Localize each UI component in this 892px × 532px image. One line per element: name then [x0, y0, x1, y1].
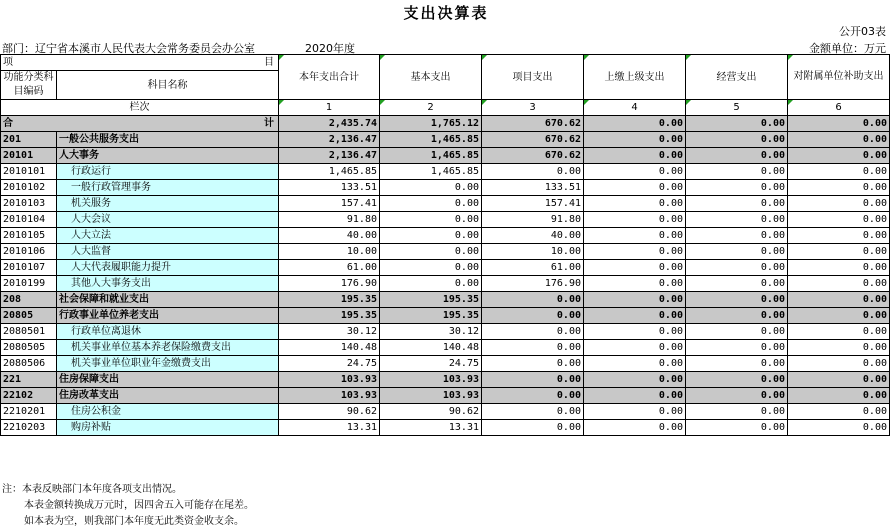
table-row — [1, 340, 890, 356]
expenditure-table — [0, 54, 890, 436]
note-line-3: 如本表为空，则我部门本年度无此类资金收支余。 — [24, 516, 244, 527]
column-number-row — [1, 100, 890, 116]
row-value-4: 0.00 — [584, 372, 686, 388]
row-value-5: 0.00 — [686, 324, 788, 340]
row-name: 人大事务 — [57, 148, 279, 164]
row-value-1: 90.62 — [279, 404, 380, 420]
row-value-6: 0.00 — [788, 372, 890, 388]
row-value-2: 0.00 — [380, 196, 482, 212]
row-value-3: 133.51 — [482, 180, 584, 196]
row-name: 一般公共服务支出 — [57, 132, 279, 148]
form-number: 公开03表 — [839, 25, 886, 38]
total-value-1: 2,435.74 — [279, 116, 380, 132]
row-value-3: 0.00 — [482, 420, 584, 436]
row-code: 2080505 — [1, 340, 57, 356]
row-value-6: 0.00 — [788, 388, 890, 404]
row-value-4: 0.00 — [584, 212, 686, 228]
row-value-6: 0.00 — [788, 404, 890, 420]
row-value-6: 0.00 — [788, 212, 890, 228]
row-code: 2010104 — [1, 212, 57, 228]
row-value-2: 0.00 — [380, 276, 482, 292]
row-code: 2010107 — [1, 260, 57, 276]
table-row — [1, 148, 890, 164]
col-header-2: 基本支出 — [380, 55, 482, 100]
row-value-2: 13.31 — [380, 420, 482, 436]
row-value-5: 0.00 — [686, 276, 788, 292]
row-value-5: 0.00 — [686, 388, 788, 404]
row-name: 人大代表履职能力提升 — [57, 260, 279, 276]
row-value-4: 0.00 — [584, 388, 686, 404]
notes — [2, 482, 254, 530]
row-code: 2010106 — [1, 244, 57, 260]
page-title: 支出决算表 — [403, 4, 489, 22]
row-value-2: 90.62 — [380, 404, 482, 420]
table-row — [1, 180, 890, 196]
row-value-4: 0.00 — [584, 148, 686, 164]
row-value-4: 0.00 — [584, 324, 686, 340]
table-row — [1, 132, 890, 148]
row-code: 2010101 — [1, 164, 57, 180]
total-value-4: 0.00 — [584, 116, 686, 132]
row-value-4: 0.00 — [584, 260, 686, 276]
row-value-5: 0.00 — [686, 260, 788, 276]
header-item-row — [1, 55, 890, 71]
row-value-2: 0.00 — [380, 180, 482, 196]
item-header-right: 目 — [264, 57, 274, 68]
row-name: 机关服务 — [57, 196, 279, 212]
row-name: 人大监督 — [57, 244, 279, 260]
note-line-1: 注：本表反映部门本年度各项支出情况。 — [2, 484, 182, 495]
row-value-1: 103.93 — [279, 372, 380, 388]
row-value-4: 0.00 — [584, 180, 686, 196]
row-name: 购房补贴 — [57, 420, 279, 436]
column-number-6: 6 — [788, 100, 890, 116]
total-label-left: 合 — [3, 118, 13, 129]
row-value-2: 24.75 — [380, 356, 482, 372]
total-label-cell — [1, 116, 279, 132]
row-name: 行政事业单位养老支出 — [57, 308, 279, 324]
row-value-5: 0.00 — [686, 372, 788, 388]
row-value-1: 13.31 — [279, 420, 380, 436]
row-value-1: 61.00 — [279, 260, 380, 276]
row-value-3: 157.41 — [482, 196, 584, 212]
note-line-2: 本表金额转换成万元时，因四舍五入可能存在尾差。 — [24, 500, 254, 511]
row-value-3: 176.90 — [482, 276, 584, 292]
row-value-6: 0.00 — [788, 164, 890, 180]
row-code: 208 — [1, 292, 57, 308]
row-value-3: 0.00 — [482, 164, 584, 180]
row-value-4: 0.00 — [584, 196, 686, 212]
row-value-6: 0.00 — [788, 148, 890, 164]
col-header-6: 对附属单位补助支出 — [788, 55, 890, 100]
row-code: 221 — [1, 372, 57, 388]
row-value-2: 103.93 — [380, 372, 482, 388]
row-value-3: 61.00 — [482, 260, 584, 276]
row-code: 2210203 — [1, 420, 57, 436]
table-row — [1, 420, 890, 436]
table-row — [1, 308, 890, 324]
row-value-5: 0.00 — [686, 212, 788, 228]
row-value-4: 0.00 — [584, 276, 686, 292]
row-value-1: 91.80 — [279, 212, 380, 228]
row-name: 住房公积金 — [57, 404, 279, 420]
table-row — [1, 164, 890, 180]
total-value-2: 1,765.12 — [380, 116, 482, 132]
row-value-5: 0.00 — [686, 148, 788, 164]
row-value-6: 0.00 — [788, 132, 890, 148]
row-code: 201 — [1, 132, 57, 148]
total-value-3: 670.62 — [482, 116, 584, 132]
row-value-2: 0.00 — [380, 244, 482, 260]
row-value-3: 0.00 — [482, 404, 584, 420]
row-value-2: 140.48 — [380, 340, 482, 356]
row-value-1: 24.75 — [279, 356, 380, 372]
row-name: 社会保障和就业支出 — [57, 292, 279, 308]
total-value-5: 0.00 — [686, 116, 788, 132]
row-value-3: 0.00 — [482, 308, 584, 324]
column-number-label: 栏次 — [1, 100, 279, 116]
row-value-2: 0.00 — [380, 260, 482, 276]
row-value-5: 0.00 — [686, 244, 788, 260]
row-value-2: 1,465.85 — [380, 164, 482, 180]
row-value-2: 0.00 — [380, 228, 482, 244]
total-value-6: 0.00 — [788, 116, 890, 132]
row-value-2: 1,465.85 — [380, 132, 482, 148]
row-name: 住房改革支出 — [57, 388, 279, 404]
total-label-right: 计 — [264, 118, 274, 129]
row-value-5: 0.00 — [686, 180, 788, 196]
row-value-3: 0.00 — [482, 356, 584, 372]
code-column-header: 功能分类科目编码 — [1, 71, 57, 100]
row-code: 2080506 — [1, 356, 57, 372]
row-value-5: 0.00 — [686, 420, 788, 436]
col-header-4: 上缴上级支出 — [584, 55, 686, 100]
row-value-6: 0.00 — [788, 356, 890, 372]
row-value-6: 0.00 — [788, 180, 890, 196]
row-value-1: 133.51 — [279, 180, 380, 196]
table-row — [1, 276, 890, 292]
row-value-4: 0.00 — [584, 292, 686, 308]
table-row — [1, 372, 890, 388]
column-number-2: 2 — [380, 100, 482, 116]
row-value-4: 0.00 — [584, 308, 686, 324]
table-row — [1, 212, 890, 228]
row-value-1: 40.00 — [279, 228, 380, 244]
row-value-2: 103.93 — [380, 388, 482, 404]
row-value-6: 0.00 — [788, 340, 890, 356]
department-label: 部门：辽宁省本溪市人民代表大会常务委员会办公室 — [2, 42, 255, 55]
table-row — [1, 388, 890, 404]
row-value-3: 40.00 — [482, 228, 584, 244]
row-value-3: 10.00 — [482, 244, 584, 260]
row-value-5: 0.00 — [686, 356, 788, 372]
row-value-3: 0.00 — [482, 372, 584, 388]
row-value-4: 0.00 — [584, 340, 686, 356]
row-value-1: 195.35 — [279, 292, 380, 308]
row-value-3: 670.62 — [482, 148, 584, 164]
row-value-2: 195.35 — [380, 292, 482, 308]
row-name: 人大立法 — [57, 228, 279, 244]
row-name: 行政运行 — [57, 164, 279, 180]
table-row — [1, 324, 890, 340]
row-value-5: 0.00 — [686, 228, 788, 244]
row-value-4: 0.00 — [584, 164, 686, 180]
row-value-5: 0.00 — [686, 292, 788, 308]
row-value-6: 0.00 — [788, 196, 890, 212]
name-column-header: 科目名称 — [57, 71, 279, 100]
row-code: 22102 — [1, 388, 57, 404]
item-header-cell — [1, 55, 279, 71]
row-code: 2010199 — [1, 276, 57, 292]
col-header-3: 项目支出 — [482, 55, 584, 100]
table-row — [1, 260, 890, 276]
row-value-2: 0.00 — [380, 212, 482, 228]
row-name: 人大会议 — [57, 212, 279, 228]
row-value-6: 0.00 — [788, 228, 890, 244]
row-value-1: 103.93 — [279, 388, 380, 404]
row-code: 2210201 — [1, 404, 57, 420]
row-value-5: 0.00 — [686, 164, 788, 180]
row-value-1: 1,465.85 — [279, 164, 380, 180]
row-value-1: 157.41 — [279, 196, 380, 212]
row-value-5: 0.00 — [686, 340, 788, 356]
row-value-3: 91.80 — [482, 212, 584, 228]
row-value-5: 0.00 — [686, 132, 788, 148]
table-row — [1, 292, 890, 308]
item-header-left: 项 — [3, 57, 13, 68]
column-number-1: 1 — [279, 100, 380, 116]
row-value-1: 30.12 — [279, 324, 380, 340]
row-value-6: 0.00 — [788, 308, 890, 324]
column-number-3: 3 — [482, 100, 584, 116]
row-value-6: 0.00 — [788, 244, 890, 260]
column-number-5: 5 — [686, 100, 788, 116]
row-code: 20101 — [1, 148, 57, 164]
table-row — [1, 228, 890, 244]
row-value-1: 10.00 — [279, 244, 380, 260]
row-value-3: 0.00 — [482, 388, 584, 404]
row-name: 行政单位离退休 — [57, 324, 279, 340]
row-code: 2010105 — [1, 228, 57, 244]
row-name: 机关事业单位职业年金缴费支出 — [57, 356, 279, 372]
row-value-1: 2,136.47 — [279, 148, 380, 164]
row-value-6: 0.00 — [788, 420, 890, 436]
row-value-2: 1,465.85 — [380, 148, 482, 164]
table-row — [1, 356, 890, 372]
row-value-6: 0.00 — [788, 324, 890, 340]
table-row — [1, 244, 890, 260]
row-value-3: 0.00 — [482, 340, 584, 356]
row-value-4: 0.00 — [584, 228, 686, 244]
row-code: 2010102 — [1, 180, 57, 196]
row-value-1: 140.48 — [279, 340, 380, 356]
row-value-4: 0.00 — [584, 420, 686, 436]
row-value-4: 0.00 — [584, 356, 686, 372]
row-value-6: 0.00 — [788, 260, 890, 276]
row-name: 其他人大事务支出 — [57, 276, 279, 292]
row-value-4: 0.00 — [584, 404, 686, 420]
row-value-1: 176.90 — [279, 276, 380, 292]
row-value-5: 0.00 — [686, 404, 788, 420]
row-value-2: 195.35 — [380, 308, 482, 324]
meta-row — [0, 40, 892, 54]
row-value-3: 0.00 — [482, 292, 584, 308]
row-value-6: 0.00 — [788, 292, 890, 308]
col-header-1: 本年支出合计 — [279, 55, 380, 100]
row-code: 2010103 — [1, 196, 57, 212]
row-value-4: 0.00 — [584, 244, 686, 260]
row-name: 一般行政管理事务 — [57, 180, 279, 196]
unit-label: 金额单位：万元 — [809, 42, 886, 55]
row-value-2: 30.12 — [380, 324, 482, 340]
row-code: 2080501 — [1, 324, 57, 340]
row-value-4: 0.00 — [584, 132, 686, 148]
row-name: 机关事业单位基本养老保险缴费支出 — [57, 340, 279, 356]
table-row — [1, 404, 890, 420]
row-value-3: 0.00 — [482, 324, 584, 340]
row-name: 住房保障支出 — [57, 372, 279, 388]
row-code: 20805 — [1, 308, 57, 324]
col-header-5: 经营支出 — [686, 55, 788, 100]
row-value-5: 0.00 — [686, 308, 788, 324]
row-value-6: 0.00 — [788, 276, 890, 292]
row-value-1: 195.35 — [279, 308, 380, 324]
row-value-1: 2,136.47 — [279, 132, 380, 148]
total-row — [1, 116, 890, 132]
year-label: 2020年度 — [305, 42, 355, 55]
column-number-4: 4 — [584, 100, 686, 116]
row-value-3: 670.62 — [482, 132, 584, 148]
table-row — [1, 196, 890, 212]
row-value-5: 0.00 — [686, 196, 788, 212]
